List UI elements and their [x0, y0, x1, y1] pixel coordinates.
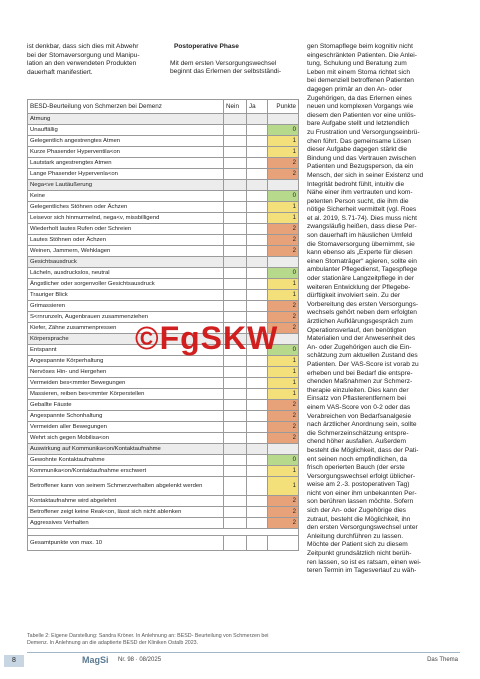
- text-line: bei der Stomaversorgung und Manipu-: [27, 51, 140, 59]
- table-row: [28, 496, 299, 507]
- nein-checkbox: [224, 268, 247, 279]
- table-row: [28, 378, 299, 389]
- points-value: 1: [268, 389, 299, 400]
- table-row: [28, 433, 299, 444]
- item-label: Weinen, Jammern, Wehklagen: [28, 246, 224, 257]
- nein-checkbox: [224, 477, 247, 496]
- text-line: therapie einzuleiten. Dies kann der: [307, 386, 409, 394]
- ja-checkbox: [247, 235, 268, 246]
- ja-checkbox: [247, 466, 268, 477]
- spacer-cell: [28, 529, 299, 536]
- total-ja: [247, 536, 268, 551]
- item-label: Grimassieren: [28, 301, 224, 312]
- table-row: [28, 169, 299, 180]
- item-label: Betroffener zeigt keine Reak<on, lässt sich nicht ablenken: [28, 507, 224, 518]
- nein-checkbox: [224, 433, 247, 444]
- header-title: BESD-Beurteilung von Schmerzen bei Demenz: [28, 100, 224, 114]
- nein-cell: [224, 114, 247, 125]
- item-label: Betroffener kann von seinem Schmerzverhalten abgelenkt werden: [28, 477, 224, 496]
- category-row: [28, 444, 299, 455]
- ja-checkbox: [247, 477, 268, 496]
- category-label: Atmung: [28, 114, 224, 125]
- table-row: [28, 507, 299, 518]
- text-line: Einsatz von Pflasterentfernern bei: [307, 395, 406, 403]
- category-row: [28, 114, 299, 125]
- item-label: Lautes Stöhnen oder Ächzen: [28, 235, 224, 246]
- points-cell: [268, 114, 299, 125]
- table-row: [28, 518, 299, 529]
- nein-checkbox: [224, 136, 247, 147]
- points-value: 1: [268, 356, 299, 367]
- ja-checkbox: [247, 389, 268, 400]
- nein-checkbox: [224, 466, 247, 477]
- issue-label: Nr. 98 · 08/2025: [118, 657, 162, 663]
- points-value: 1: [268, 477, 299, 496]
- points-value: 0: [268, 125, 299, 136]
- ja-checkbox: [247, 433, 268, 444]
- text-line: ist denkbar, dass sich dies mit Abwehr: [27, 43, 139, 50]
- text-line: Anleitung durchführen zu lassen.: [307, 532, 404, 540]
- ja-checkbox: [247, 455, 268, 466]
- total-row: [28, 536, 299, 551]
- table-row: [28, 455, 299, 466]
- nein-cell: [224, 444, 247, 455]
- points-value: 1: [268, 378, 299, 389]
- spacer-row: [28, 529, 299, 536]
- text-line: Patienten und Bezugsperson, da ein: [307, 163, 414, 171]
- text-line: chend höher ausfallen. Außerdem: [307, 438, 406, 446]
- magazine-logo: MagSi: [82, 655, 109, 665]
- text-line: Nähe einer ihm vertrauten und kom-: [307, 189, 413, 197]
- item-label: Kontaktaufnahme wird abgelehnt: [28, 496, 224, 507]
- points-value: 2: [268, 224, 299, 235]
- ja-checkbox: [247, 301, 268, 312]
- table-caption: [27, 633, 302, 647]
- nein-cell: [224, 257, 247, 268]
- ja-checkbox: [247, 213, 268, 224]
- text-line: Mit dem ersten Versorgungswechsel: [170, 59, 277, 67]
- nein-checkbox: [224, 422, 247, 433]
- copyright-watermark: ©FgSKW: [135, 320, 279, 356]
- ja-checkbox: [247, 356, 268, 367]
- category-label: Körpersprache: [28, 334, 224, 345]
- item-label: Angespannte Schonhaltung: [28, 411, 224, 422]
- text-line: Bindung und das Vertrauen zwischen: [307, 154, 416, 162]
- text-line: weiteren Entwicklung der Pflegebe-: [307, 283, 411, 291]
- ja-checkbox: [247, 496, 268, 507]
- table-row: [28, 279, 299, 290]
- nein-checkbox: [224, 279, 247, 290]
- text-line: nicht von einer ihm unbekannten Per-: [307, 489, 417, 497]
- nein-checkbox: [224, 290, 247, 301]
- text-line: chenden Maßnahmen zur Schmerz-: [307, 378, 413, 386]
- points-value: 2: [268, 235, 299, 246]
- item-label: Vermeiden aller Bewegungen: [28, 422, 224, 433]
- nein-checkbox: [224, 158, 247, 169]
- text-line: Zeitpunkt grundsätzlich nicht berüh-: [307, 550, 412, 558]
- nein-checkbox: [224, 235, 247, 246]
- ja-checkbox: [247, 224, 268, 235]
- points-value: 2: [268, 312, 299, 323]
- ja-checkbox: [247, 158, 268, 169]
- nein-checkbox: [224, 455, 247, 466]
- text-line: gen Stomapflege beim kognitiv nicht: [307, 43, 413, 50]
- category-row: [28, 257, 299, 268]
- table-row: [28, 268, 299, 279]
- category-label: Auswirkung auf Kommunika<on/Kontaktaufnahme: [28, 444, 224, 455]
- nein-checkbox: [224, 213, 247, 224]
- text-line: den ersten Versorgungswechsel unter: [307, 524, 418, 532]
- text-line: kann ebenso als „Experte für diesen: [307, 249, 413, 257]
- text-line: chen führt. Das gemeinsame Lösen: [307, 137, 412, 145]
- caption-line: Demenz. In Anlehnung an die adaptierte BESD der Kliniken Ostalb 2023.: [27, 640, 199, 646]
- caption-line: Tabelle 2: Eigene Darstellung: Sandra Kröner. In Anlehnung an: BESD- Beurteilung von Schmerzen bei: [27, 633, 269, 639]
- total-nein: [224, 536, 247, 551]
- text-line: weise am 2.-3. postoperativen Tag): [307, 481, 410, 489]
- points-cell: [268, 444, 299, 455]
- text-line: Operationsverlauf, den benötigten: [307, 326, 407, 334]
- text-line: die Schmerzeinschätzung entspre-: [307, 429, 409, 437]
- item-label: Vermeiden bes<mmter Bewegungen: [28, 378, 224, 389]
- item-label: Lächeln, ausdruckslos, neutral: [28, 268, 224, 279]
- text-line: erheben und bei Bedarf die entspre-: [307, 369, 413, 377]
- nein-checkbox: [224, 147, 247, 158]
- text-line: ärztlichen Aufklärungsgespräch zum: [307, 318, 413, 325]
- total-label: Gesamtpunkte von max. 10: [28, 536, 224, 551]
- points-value: 2: [268, 301, 299, 312]
- ja-checkbox: [247, 268, 268, 279]
- item-label: Keine: [28, 191, 224, 202]
- item-label: Massieren, reiben bes<mmter Körperstellen: [28, 389, 224, 400]
- text-line: beginnt das Erlernen der selbstständi-: [170, 68, 282, 76]
- table-row: [28, 224, 299, 235]
- page-number: 8: [4, 655, 24, 667]
- ja-checkbox: [247, 279, 268, 290]
- nein-checkbox: [224, 411, 247, 422]
- nein-checkbox: [224, 367, 247, 378]
- points-value: 2: [268, 496, 299, 507]
- text-line: dagegen primär an den An- oder: [307, 85, 402, 93]
- text-line: dürftigkeit involviert sein. Zu der: [307, 292, 401, 300]
- points-value: 2: [268, 433, 299, 444]
- points-cell: [268, 180, 299, 191]
- item-label: S<rnrunzeln, Augenbrauen zusammenziehen: [28, 312, 224, 323]
- text-line: neuen und komplexen Vorgangs wie: [307, 103, 414, 111]
- table-row: [28, 400, 299, 411]
- text-line: petenten Person sucht, die ihm die: [307, 197, 409, 205]
- points-value: 1: [268, 213, 299, 224]
- text-line: eingeschränkten Patienten. Die Anlei-: [307, 51, 417, 59]
- text-line: sich der An- oder Zugehörige dies: [307, 507, 406, 515]
- table-row: [28, 411, 299, 422]
- text-line: einem VAS-Score von 0-2 oder das: [307, 403, 411, 411]
- text-line: teren Termin im Tagesverlauf zu wäh-: [307, 567, 417, 575]
- text-line: son dauerhaft im häuslichen Umfeld: [307, 232, 413, 240]
- table-row: [28, 136, 299, 147]
- table-row: [28, 477, 299, 496]
- text-line: ambulanter Pflegedienst, Tagespflege: [307, 266, 418, 274]
- text-line: Möchte der Patient sich zu diesem: [307, 541, 408, 549]
- points-cell: [268, 257, 299, 268]
- points-value: 0: [268, 268, 299, 279]
- item-label: Aggressives Verhalten: [28, 518, 224, 529]
- points-value: 2: [268, 422, 299, 433]
- ja-checkbox: [247, 518, 268, 529]
- item-label: Wiederholt lautes Rufen oder Schreien: [28, 224, 224, 235]
- nein-checkbox: [224, 191, 247, 202]
- points-value: 1: [268, 279, 299, 290]
- table-row: [28, 466, 299, 477]
- category-label: Gesichtsausdruck: [28, 257, 224, 268]
- item-label: Trauriger Blick: [28, 290, 224, 301]
- text-line: besteht die Möglichkeit, dass der Pati-: [307, 446, 419, 454]
- text-line: Mensch, der sich in seiner Existenz und: [307, 171, 424, 179]
- item-label: Gelegentliches Stöhnen oder Ächzen: [28, 202, 224, 213]
- text-line: schätzung zum aktuellen Zustand des: [307, 352, 418, 360]
- ja-checkbox: [247, 422, 268, 433]
- text-line: Patienten. Der VAS-Score ist vorab zu: [307, 360, 419, 368]
- category-row: [28, 180, 299, 191]
- table-row: [28, 422, 299, 433]
- item-label: Leisevor sich hinmurmelnd, nega<v, missbilligend: [28, 213, 224, 224]
- ja-cell: [247, 180, 268, 191]
- text-line: tung, Schulung und Beratung zum: [307, 60, 407, 68]
- text-line: dieser Aufgabe dagegen stärkt die: [307, 146, 408, 154]
- table-row: [28, 246, 299, 257]
- text-line: zwangsläufig heißen, dass diese Per-: [307, 223, 417, 231]
- ja-checkbox: [247, 191, 268, 202]
- middle-column-lines: [170, 60, 300, 77]
- ja-cell: [247, 257, 268, 268]
- ja-checkbox: [247, 125, 268, 136]
- text-line: Leben mit einem Stoma richtet sich: [307, 68, 410, 76]
- points-value: 0: [268, 191, 299, 202]
- points-value: 2: [268, 246, 299, 257]
- points-value: 1: [268, 290, 299, 301]
- nein-checkbox: [224, 400, 247, 411]
- text-line: Vorbereitung des ersten Versorgungs-: [307, 300, 419, 308]
- text-line: Materialien und der Anwesenheit des: [307, 335, 416, 343]
- header-nein: Nein: [224, 100, 247, 114]
- ja-checkbox: [247, 400, 268, 411]
- footer-rule: [27, 652, 460, 653]
- table-row: [28, 235, 299, 246]
- text-line: nach ärztlicher Anordnung sein, sollte: [307, 421, 417, 429]
- text-line: die Stomaversorgung übernimmt, sie: [307, 240, 415, 248]
- item-label: Ängstlicher oder sorgenvoller Gesichtsausdruck: [28, 279, 224, 290]
- nein-checkbox: [224, 301, 247, 312]
- ja-checkbox: [247, 147, 268, 158]
- item-label: Kiefer, Zähne zusammenpressen: [28, 323, 224, 334]
- ja-checkbox: [247, 246, 268, 257]
- item-label: Gelegentlich angestrengtes Atmen: [28, 136, 224, 147]
- ja-cell: [247, 444, 268, 455]
- table-row: [28, 125, 299, 136]
- text-line: bei demenziell betroffenen Patienten: [307, 77, 414, 85]
- text-line: dauerhaft manifestiert.: [27, 68, 93, 76]
- section-label: Das Thema: [427, 657, 458, 663]
- table-row: [28, 389, 299, 400]
- points-value: 1: [268, 367, 299, 378]
- ja-checkbox: [247, 136, 268, 147]
- item-label: Geballte Fäuste: [28, 400, 224, 411]
- item-label: Wehrt sich gegen Mobilisa<on: [28, 433, 224, 444]
- item-label: Gewohnte Kontaktaufnahme: [28, 455, 224, 466]
- nein-checkbox: [224, 496, 247, 507]
- right-column-body: [307, 43, 460, 576]
- table-row: [28, 158, 299, 169]
- middle-column-intro: [170, 43, 300, 77]
- item-label: Nervöses Hin- und Hergehen: [28, 367, 224, 378]
- text-line: An- oder Zugehörigen auch die Ein-: [307, 343, 412, 351]
- table-row: [28, 191, 299, 202]
- item-label: Kommunika<on/Kontaktaufnahme erschwert: [28, 466, 224, 477]
- nein-checkbox: [224, 202, 247, 213]
- ja-checkbox: [247, 202, 268, 213]
- points-value: 1: [268, 147, 299, 158]
- table-header-row: [28, 100, 299, 114]
- text-line: frisch operierten Bauch (der erste: [307, 464, 405, 472]
- text-line: ent seinen noch empfindlichen, da: [307, 455, 408, 463]
- table-row: [28, 290, 299, 301]
- table-row: [28, 356, 299, 367]
- left-column-intro: [27, 43, 162, 77]
- text-line: einen Stomaträger“ agieren, sollte ein: [307, 257, 417, 265]
- points-value: 2: [268, 507, 299, 518]
- points-value: 0: [268, 455, 299, 466]
- text-line: Versorgungswechsel erfolgt üblicher-: [307, 472, 416, 480]
- item-label: Entspannt: [28, 345, 224, 356]
- table-row: [28, 301, 299, 312]
- table-row: [28, 202, 299, 213]
- item-label: Kurze Phasender Hyperventila<on: [28, 147, 224, 158]
- points-value: 0: [268, 345, 299, 356]
- ja-checkbox: [247, 411, 268, 422]
- text-line: et al. 2019, S.71-74). Dies muss nicht: [307, 214, 417, 222]
- points-value: 1: [268, 136, 299, 147]
- text-line: zu Frustration und Versorgungseinbrü-: [307, 128, 420, 136]
- nein-checkbox: [224, 389, 247, 400]
- text-line: bare Aufgabe stellt und letztendlich: [307, 120, 410, 128]
- points-value: 2: [268, 169, 299, 180]
- ja-checkbox: [247, 507, 268, 518]
- ja-checkbox: [247, 169, 268, 180]
- page-footer: [0, 652, 480, 670]
- text-line: wechsels gehört neben dem erfolgten: [307, 309, 417, 317]
- section-heading: Postoperative Phase: [174, 43, 239, 50]
- points-value: 1: [268, 466, 299, 477]
- text-line: Integrität bedroht fühlt, intuitiv die: [307, 180, 405, 188]
- nein-cell: [224, 180, 247, 191]
- item-label: Lange Phasender Hypervenla<on: [28, 169, 224, 180]
- text-line: Verabreichen von Bedarfsanalgesie: [307, 412, 412, 420]
- item-label: Angespannte Körperhaltung: [28, 356, 224, 367]
- item-label: Lautstark angestrengtes Atmen: [28, 158, 224, 169]
- points-value: 2: [268, 518, 299, 529]
- nein-checkbox: [224, 356, 247, 367]
- table-row: [28, 147, 299, 158]
- text-line: diesem den Patienten vor eine unlös-: [307, 111, 416, 119]
- nein-checkbox: [224, 518, 247, 529]
- ja-checkbox: [247, 367, 268, 378]
- nein-checkbox: [224, 507, 247, 518]
- ja-checkbox: [247, 290, 268, 301]
- header-punkte: Punkte: [268, 100, 299, 114]
- nein-checkbox: [224, 125, 247, 136]
- header-ja: Ja: [247, 100, 268, 114]
- text-line: ren lassen, so ist es ratsam, einen wei-: [307, 558, 421, 566]
- text-line: oder stationäre Langzeitpflege in der: [307, 275, 415, 283]
- nein-checkbox: [224, 169, 247, 180]
- points-value: 2: [268, 411, 299, 422]
- ja-checkbox: [247, 378, 268, 389]
- text-line: nötige Sicherheit vermittelt (vgl. Roes: [307, 206, 417, 214]
- text-line: Zugehörigen, da das Erlernen eines: [307, 94, 412, 102]
- points-value: 1: [268, 202, 299, 213]
- points-value: 2: [268, 323, 299, 334]
- text-line: son berühren lassen möchte. Sofern: [307, 498, 414, 506]
- nein-checkbox: [224, 378, 247, 389]
- text-line: lation an den verwendeten Produkten: [27, 60, 137, 68]
- total-points: [268, 536, 299, 551]
- ja-cell: [247, 114, 268, 125]
- table-row: [28, 213, 299, 224]
- table-row: [28, 367, 299, 378]
- nein-checkbox: [224, 224, 247, 235]
- category-label: Nega<ve Lautäußerung: [28, 180, 224, 191]
- points-value: 2: [268, 400, 299, 411]
- points-value: 2: [268, 158, 299, 169]
- item-label: Unauffällig: [28, 125, 224, 136]
- text-line: zutraut, besteht die Möglichkeit, ihn: [307, 515, 411, 523]
- nein-checkbox: [224, 246, 247, 257]
